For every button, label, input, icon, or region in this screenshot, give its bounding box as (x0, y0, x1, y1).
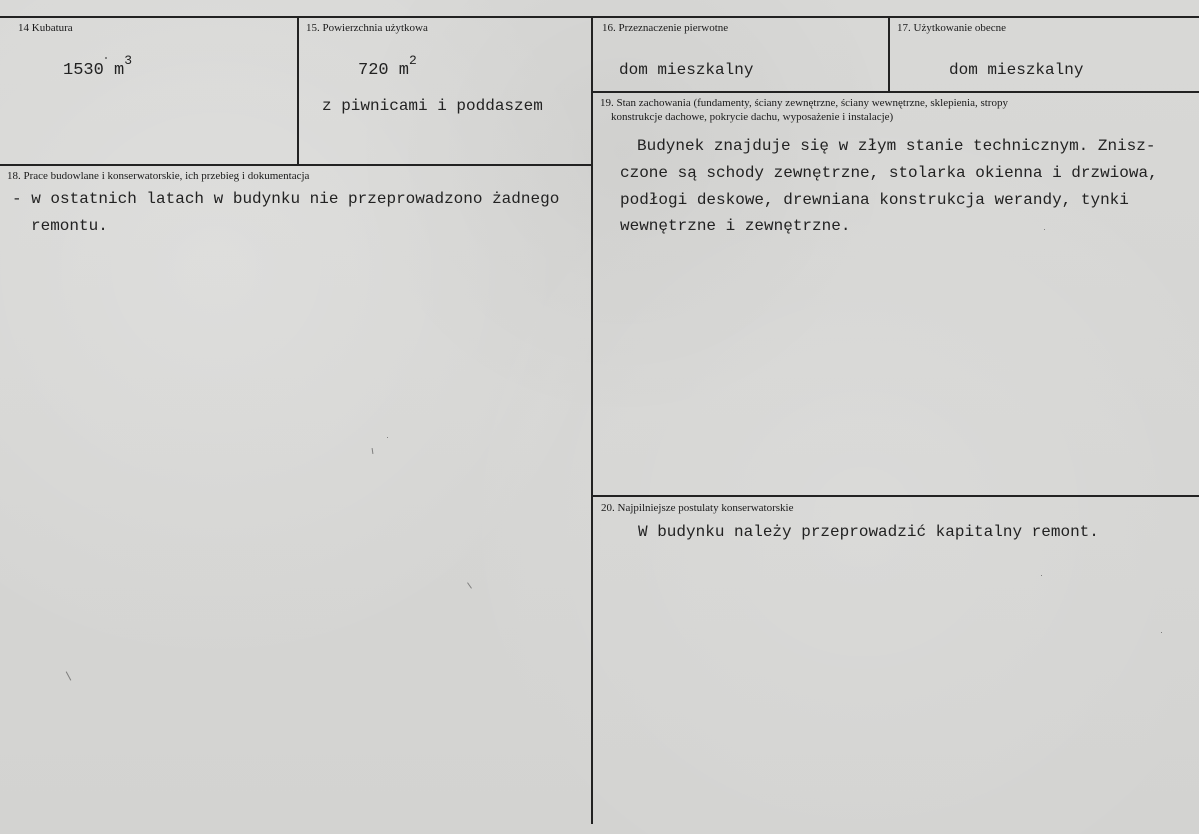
section-18-top-line (0, 164, 592, 166)
paper-speck (1041, 575, 1042, 576)
field-18-label: 18. Prace budowlane i konserwatorskie, ich przebieg i dokumentacja (7, 170, 310, 182)
field-15-label: 15. Powierzchnia użytkowa (306, 22, 428, 34)
field-18-line-1: - w ostatnich latach w budynku nie przeprowadzono żadnego (12, 190, 560, 208)
field-18-line-2: remontu. (31, 217, 108, 235)
field-19-line-1: Budynek znajduje się w złym stanie technicznym. Znisz- (637, 137, 1156, 155)
field-14-label: 14 Kubatura (18, 22, 73, 34)
paper-speck (1044, 229, 1045, 230)
field-15-value-number: 720 m (358, 61, 410, 80)
field-15-note: z piwnicami i poddaszem (322, 97, 543, 115)
paper-speck (372, 448, 374, 454)
top-border-line (0, 16, 1199, 18)
center-divider (591, 16, 593, 824)
field-20-value: W budynku należy przeprowadzić kapitalny remont. (638, 523, 1099, 541)
field-19-line-4: wewnętrzne i zewnętrzne. (620, 217, 851, 235)
section-19-top-line (592, 91, 1199, 93)
field-17-label: 17. Użytkowanie obecne (897, 22, 1007, 34)
field-15-value-exponent: 2 (409, 53, 417, 68)
paper-speck (105, 57, 107, 59)
field-19-line-2: czone są schody zewnętrzne, stolarka okienna i drzwiowa, (620, 164, 1158, 182)
section-20-top-line (592, 495, 1199, 497)
field-14-value (63, 53, 133, 82)
paper-speck (66, 671, 72, 680)
field-20-label: 20. Najpilniejsze postulaty konserwatorskie (601, 502, 794, 514)
field-17-value: dom mieszkalny (949, 61, 1084, 79)
field-15-value (358, 53, 417, 82)
field-19-line-3: podłogi deskowe, drewniana konstrukcja werandy, tynki (620, 191, 1129, 209)
field-16-value: dom mieszkalny (619, 61, 754, 79)
paper-speck (1161, 632, 1162, 633)
right-divider-1 (888, 16, 890, 92)
field-19-label-line-2: konstrukcje dachowe, pokrycie dachu, wyposażenie i instalacje) (611, 111, 894, 123)
field-14-value-number: 1530 m (63, 61, 125, 80)
paper-speck (387, 437, 388, 438)
field-19-label-line-1: 19. Stan zachowania (fundamenty, ściany zewnętrzne, ściany wewnętrzne, sklepienia, stropy (600, 97, 1008, 109)
paper-speck (467, 582, 472, 588)
left-divider-1 (297, 16, 299, 165)
field-16-label: 16. Przeznaczenie pierwotne (602, 22, 729, 34)
field-14-value-exponent: 3 (124, 53, 133, 68)
